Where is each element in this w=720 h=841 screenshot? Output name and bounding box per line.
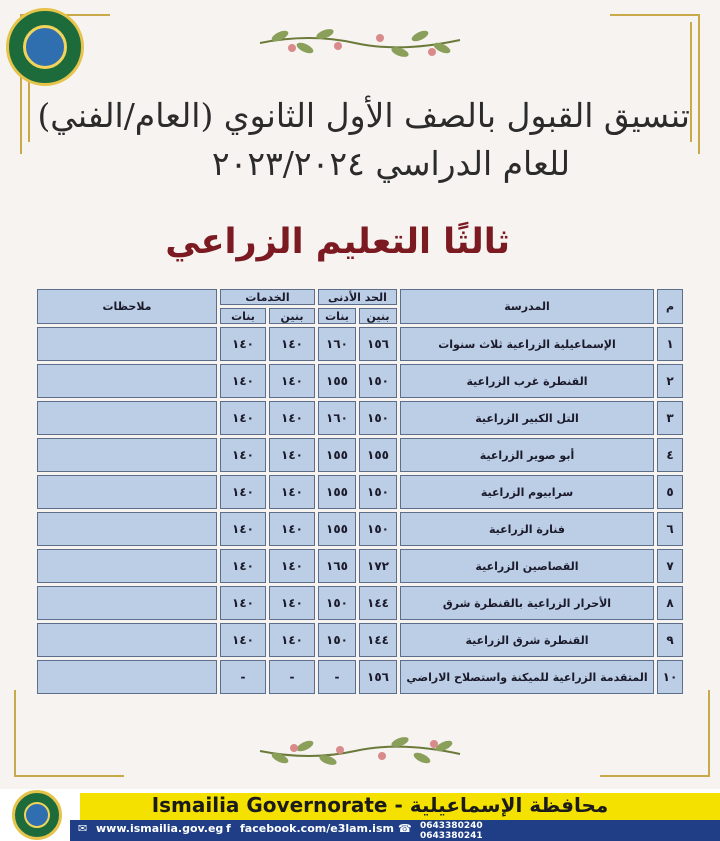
footer-seal-logo [12, 790, 62, 840]
min-girls-cell: ١٥٥ [318, 512, 356, 546]
notes-cell [37, 660, 217, 694]
min-boys-cell: ١٥٠ [359, 401, 397, 435]
services-girls-cell: ١٤٠ [220, 401, 266, 435]
admission-table [34, 286, 686, 697]
school-name: فنارة الزراعية [400, 512, 654, 546]
header-svc-girls: بنات [220, 308, 266, 324]
min-girls-cell: ١٥٥ [318, 438, 356, 472]
notes-cell [37, 549, 217, 583]
governorate-seal-logo [6, 8, 84, 86]
services-girls-cell: ١٤٠ [220, 475, 266, 509]
min-boys-cell: ١٥٥ [359, 438, 397, 472]
table-row [37, 549, 683, 583]
services-boys-cell: - [269, 660, 315, 694]
row-number: ٩ [657, 623, 683, 657]
school-name: القصاصين الزراعية [400, 549, 654, 583]
school-name: القنطرة غرب الزراعية [400, 364, 654, 398]
notes-cell [37, 327, 217, 361]
header-min-boys: بنين [359, 308, 397, 324]
min-boys-cell: ١٥٦ [359, 660, 397, 694]
phone-number-1: 0643380240 [420, 821, 483, 831]
services-boys-cell: ١٤٠ [269, 364, 315, 398]
row-number: ٣ [657, 401, 683, 435]
services-girls-cell: ١٤٠ [220, 549, 266, 583]
phone-numbers [420, 821, 483, 841]
min-girls-cell: - [318, 660, 356, 694]
school-name: سرابيوم الزراعية [400, 475, 654, 509]
header-svc-boys: بنين [269, 308, 315, 324]
globe-icon: ✉ [78, 822, 88, 835]
notes-cell [37, 401, 217, 435]
row-number: ٢ [657, 364, 683, 398]
notes-cell [37, 364, 217, 398]
frame-line-bottom-right [600, 775, 710, 777]
services-boys-cell: ١٤٠ [269, 401, 315, 435]
school-name: القنطرة شرق الزراعية [400, 623, 654, 657]
frame-line-left-bottom [14, 690, 16, 777]
facebook-link[interactable]: facebook.com/e3lam.ism [240, 822, 394, 835]
row-number: ٥ [657, 475, 683, 509]
website-link[interactable]: www.ismailia.gov.eg [96, 822, 224, 835]
min-boys-cell: ١٥٠ [359, 475, 397, 509]
phone-number-2: 0643380241 [420, 831, 483, 841]
school-name: أبو صوير الزراعية [400, 438, 654, 472]
header-min-group: الحد الأدنى [318, 289, 397, 305]
min-girls-cell: ١٦٥ [318, 549, 356, 583]
table-row [37, 438, 683, 472]
frame-line-bottom-left [14, 775, 124, 777]
frame-line-right-top [698, 14, 700, 154]
table-row [37, 475, 683, 509]
olive-branch-bottom-icon [250, 726, 470, 776]
table-row [37, 623, 683, 657]
header-services-group: الخدمات [220, 289, 315, 305]
footer-title: محافظة الإسماعيلية - Ismailia Governorate [151, 793, 609, 817]
services-boys-cell: ١٤٠ [269, 586, 315, 620]
header-m: م [657, 289, 683, 324]
row-number: ٤ [657, 438, 683, 472]
table-row [37, 401, 683, 435]
facebook-icon: f [226, 822, 231, 835]
min-girls-cell: ١٥٥ [318, 475, 356, 509]
row-number: ١ [657, 327, 683, 361]
header-notes: ملاحظات [37, 289, 217, 324]
services-girls-cell: - [220, 660, 266, 694]
notes-cell [37, 512, 217, 546]
school-name: الأحرار الزراعية بالقنطرة شرق [400, 586, 654, 620]
services-boys-cell: ١٤٠ [269, 623, 315, 657]
services-girls-cell: ١٤٠ [220, 623, 266, 657]
table-row [37, 660, 683, 694]
page-subtitle: للعام الدراسي ٢٠٢٣/٢٠٢٤ [211, 144, 570, 183]
notes-cell [37, 586, 217, 620]
table-body [37, 327, 683, 694]
services-girls-cell: ١٤٠ [220, 364, 266, 398]
min-boys-cell: ١٤٤ [359, 586, 397, 620]
min-boys-cell: ١٤٤ [359, 623, 397, 657]
table-row [37, 327, 683, 361]
row-number: ٨ [657, 586, 683, 620]
olive-branch-icon [250, 18, 470, 68]
min-girls-cell: ١٦٠ [318, 401, 356, 435]
services-boys-cell: ١٤٠ [269, 475, 315, 509]
min-girls-cell: ١٦٠ [318, 327, 356, 361]
header-school: المدرسة [400, 289, 654, 324]
table-row [37, 586, 683, 620]
services-girls-cell: ١٤٠ [220, 327, 266, 361]
services-boys-cell: ١٤٠ [269, 438, 315, 472]
min-girls-cell: ١٥٠ [318, 586, 356, 620]
min-girls-cell: ١٥٠ [318, 623, 356, 657]
school-name: التل الكبير الزراعية [400, 401, 654, 435]
services-girls-cell: ١٤٠ [220, 512, 266, 546]
page-title: تنسيق القبول بالصف الأول الثانوي (العام/الفني) [37, 96, 690, 135]
services-boys-cell: ١٤٠ [269, 512, 315, 546]
services-girls-cell: ١٤٠ [220, 438, 266, 472]
frame-line-right-bottom [708, 690, 710, 777]
row-number: ٦ [657, 512, 683, 546]
row-number: ٧ [657, 549, 683, 583]
services-boys-cell: ١٤٠ [269, 549, 315, 583]
header-min-girls: بنات [318, 308, 356, 324]
notes-cell [37, 623, 217, 657]
school-name: المتقدمة الزراعية للميكنة واستصلاح الاراضي [400, 660, 654, 694]
min-girls-cell: ١٥٥ [318, 364, 356, 398]
row-number: ١٠ [657, 660, 683, 694]
min-boys-cell: ١٧٢ [359, 549, 397, 583]
min-boys-cell: ١٥٦ [359, 327, 397, 361]
min-boys-cell: ١٥٠ [359, 364, 397, 398]
frame-line-top-right [610, 14, 700, 16]
table-row [37, 364, 683, 398]
services-girls-cell: ١٤٠ [220, 586, 266, 620]
frame-line-right-inner [690, 22, 692, 142]
school-name: الإسماعيلية الزراعية ثلاث سنوات [400, 327, 654, 361]
section-title: ثالثًا التعليم الزراعي [165, 222, 510, 262]
phone-icon: ☎ [398, 822, 412, 835]
min-boys-cell: ١٥٠ [359, 512, 397, 546]
notes-cell [37, 475, 217, 509]
table-row [37, 512, 683, 546]
services-boys-cell: ١٤٠ [269, 327, 315, 361]
notes-cell [37, 438, 217, 472]
